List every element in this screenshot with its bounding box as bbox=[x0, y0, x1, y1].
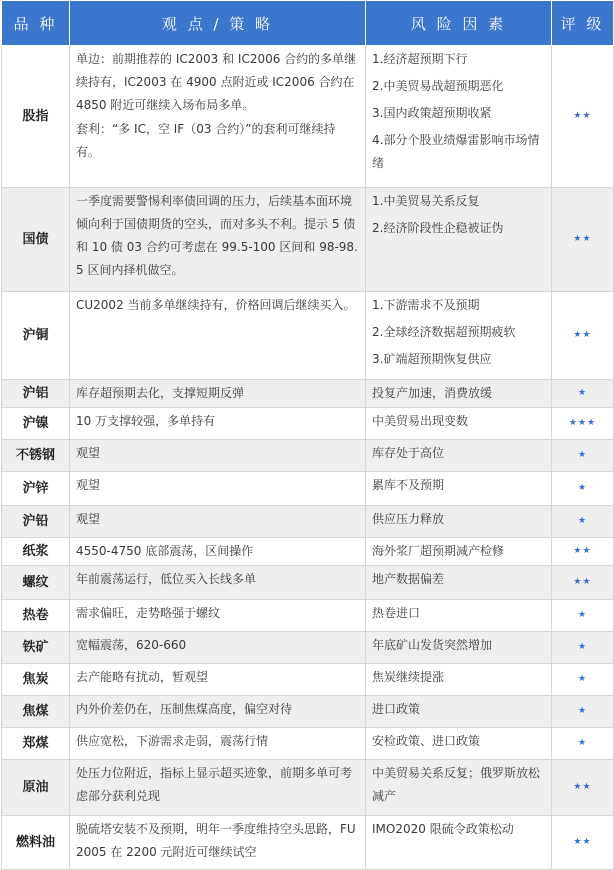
risk-item: 1.中美贸易关系反复 bbox=[372, 194, 480, 208]
variety-cell: 热卷 bbox=[2, 600, 70, 632]
rating-stars-icon: ★ bbox=[552, 600, 614, 632]
risk-cell bbox=[366, 566, 552, 600]
strategy-text: 套利：“多 IC，空 IF（03 合约）”的套利可继续持有。 bbox=[76, 122, 336, 159]
risk-item: 1.下游需求不及预期 bbox=[372, 298, 480, 312]
header-strategy: 观 点 / 策 略 bbox=[70, 1, 366, 46]
rating-stars-icon: ★ bbox=[552, 472, 614, 506]
risk-cell bbox=[366, 696, 552, 728]
risk-cell bbox=[366, 760, 552, 816]
strategy-cell bbox=[70, 566, 366, 600]
risk-item: 供应压力释放 bbox=[372, 512, 445, 526]
table-row bbox=[2, 566, 614, 600]
strategy-cell bbox=[70, 632, 366, 664]
strategy-cell bbox=[70, 816, 366, 870]
strategy-text: 年前震荡运行，低位买入长线多单 bbox=[76, 572, 257, 586]
risk-cell bbox=[366, 538, 552, 566]
strategy-text: 单边：前期推荐的 IC2003 和 IC2006 合约的多单继续持有，IC2003 在 4900 点附近或 IC2006 合约在 4850 附近可继续入场布局多单。 bbox=[76, 52, 357, 112]
strategy-text: 内外价差仍在，压制焦煤高度，偏空对待 bbox=[76, 702, 293, 716]
strategy-cell bbox=[70, 46, 366, 188]
risk-cell bbox=[366, 728, 552, 760]
table-row bbox=[2, 696, 614, 728]
rating-stars-icon: ★ bbox=[552, 440, 614, 472]
strategy-cell bbox=[70, 696, 366, 728]
rating-stars-icon: ★ bbox=[552, 632, 614, 664]
strategy-cell bbox=[70, 538, 366, 566]
rating-stars-icon: ★ bbox=[552, 664, 614, 696]
risk-item: 3.矿端超预期恢复供应 bbox=[372, 352, 492, 366]
strategy-text: 一季度需要警惕利率债回调的压力，后续基本面环境倾向利于国债期货的空头，而对多头不利。提示 5 债和 10 债 03 合约可考虑在 99.5-100 区间和 98-98.5 区间内择机做空。 bbox=[76, 194, 358, 277]
variety-cell: 沪锌 bbox=[2, 472, 70, 506]
table-row bbox=[2, 188, 614, 292]
risk-item: 年底矿山发货突然增加 bbox=[372, 638, 493, 652]
rating-stars-icon: ★★ bbox=[552, 760, 614, 816]
risk-item: 2.中美贸易战超预期恶化 bbox=[372, 79, 504, 93]
risk-cell bbox=[366, 632, 552, 664]
variety-cell: 股指 bbox=[2, 46, 70, 188]
strategy-text: 库存超预期去化，支撑短期反弹 bbox=[76, 386, 245, 400]
risk-item: 进口政策 bbox=[372, 702, 421, 716]
strategy-text: 10 万支撑较强，多单持有 bbox=[76, 414, 216, 428]
variety-cell: 郑煤 bbox=[2, 728, 70, 760]
header-variety: 品 种 bbox=[2, 1, 70, 46]
variety-cell: 国债 bbox=[2, 188, 70, 292]
strategy-cell bbox=[70, 760, 366, 816]
risk-cell bbox=[366, 440, 552, 472]
variety-cell: 焦煤 bbox=[2, 696, 70, 728]
risk-item: 2.经济阶段性企稳被证伪 bbox=[372, 221, 504, 235]
risk-item: 中美贸易关系反复；俄罗斯放松减产 bbox=[372, 766, 541, 803]
risk-cell bbox=[366, 472, 552, 506]
table-header-row bbox=[2, 1, 614, 46]
risk-cell bbox=[366, 188, 552, 292]
strategy-text: 需求偏旺，走势略强于螺纹 bbox=[76, 606, 221, 620]
rating-stars-icon: ★ bbox=[552, 380, 614, 408]
risk-item: 投复产加速，消费放缓 bbox=[372, 386, 493, 400]
rating-stars-icon: ★★ bbox=[552, 816, 614, 870]
risk-item: 安检政策、进口政策 bbox=[372, 734, 481, 748]
header-rating: 评 级 bbox=[552, 1, 614, 46]
table-row bbox=[2, 472, 614, 506]
header-risk: 风 险 因 素 bbox=[366, 1, 552, 46]
risk-item: IMO2020 限硫令政策松动 bbox=[372, 822, 514, 836]
table-row bbox=[2, 440, 614, 472]
risk-item: 1.经济超预期下行 bbox=[372, 52, 468, 66]
risk-item: 中美贸易出现变数 bbox=[372, 414, 469, 428]
risk-cell bbox=[366, 664, 552, 696]
risk-cell bbox=[366, 600, 552, 632]
strategy-cell bbox=[70, 440, 366, 472]
risk-cell bbox=[366, 506, 552, 538]
table-row bbox=[2, 380, 614, 408]
strategy-cell bbox=[70, 472, 366, 506]
strategy-cell bbox=[70, 292, 366, 380]
table-body bbox=[2, 46, 614, 870]
strategy-text: 宽幅震荡，620-660 bbox=[76, 638, 187, 652]
strategy-cell bbox=[70, 188, 366, 292]
rating-stars-icon: ★★★ bbox=[552, 408, 614, 440]
table-row bbox=[2, 664, 614, 696]
variety-cell: 螺纹 bbox=[2, 566, 70, 600]
risk-item: 库存处于高位 bbox=[372, 446, 445, 460]
table-row bbox=[2, 600, 614, 632]
risk-item: 累库不及预期 bbox=[372, 478, 445, 492]
strategy-text: 观望 bbox=[76, 446, 101, 460]
strategy-text: CU2002 当前多单继续持有，价格回调后继续买入。 bbox=[76, 298, 356, 312]
variety-cell: 燃料油 bbox=[2, 816, 70, 870]
strategy-cell bbox=[70, 600, 366, 632]
variety-cell: 焦炭 bbox=[2, 664, 70, 696]
risk-cell bbox=[366, 816, 552, 870]
risk-item: 海外浆厂超预期减产检修 bbox=[372, 544, 505, 558]
risk-cell bbox=[366, 380, 552, 408]
strategy-text: 处压力位附近，指标上显示超买迹象，前期多单可考虑部分获利兑现 bbox=[76, 766, 353, 803]
strategy-text: 观望 bbox=[76, 478, 101, 492]
table-row bbox=[2, 292, 614, 380]
risk-item: 2.全球经济数据超预期疲软 bbox=[372, 325, 516, 339]
table-row bbox=[2, 46, 614, 188]
variety-cell: 纸浆 bbox=[2, 538, 70, 566]
rating-stars-icon: ★★ bbox=[552, 538, 614, 566]
rating-stars-icon: ★★ bbox=[552, 566, 614, 600]
strategy-text: 去产能略有扰动，暂观望 bbox=[76, 670, 209, 684]
rating-stars-icon: ★ bbox=[552, 506, 614, 538]
risk-item: 3.国内政策超预期收紧 bbox=[372, 106, 492, 120]
variety-cell: 沪铜 bbox=[2, 292, 70, 380]
rating-stars-icon: ★ bbox=[552, 696, 614, 728]
variety-cell: 铁矿 bbox=[2, 632, 70, 664]
table-row bbox=[2, 816, 614, 870]
rating-stars-icon: ★★ bbox=[552, 188, 614, 292]
strategy-cell bbox=[70, 506, 366, 538]
strategy-cell bbox=[70, 664, 366, 696]
strategy-text: 观望 bbox=[76, 512, 101, 526]
rating-stars-icon: ★★ bbox=[552, 46, 614, 188]
risk-cell bbox=[366, 408, 552, 440]
variety-cell: 沪铅 bbox=[2, 506, 70, 538]
risk-item: 地产数据偏差 bbox=[372, 572, 445, 586]
variety-cell: 原油 bbox=[2, 760, 70, 816]
risk-item: 焦炭继续提涨 bbox=[372, 670, 445, 684]
risk-cell bbox=[366, 292, 552, 380]
strategy-text: 脱硫塔安装不及预期，明年一季度维持空头思路，FU2005 在 2200 元附近可继续试空 bbox=[76, 822, 356, 859]
strategy-text: 供应宽松，下游需求走弱，震荡行情 bbox=[76, 734, 269, 748]
table-row bbox=[2, 506, 614, 538]
variety-cell: 不锈钢 bbox=[2, 440, 70, 472]
variety-cell: 沪铝 bbox=[2, 380, 70, 408]
strategy-cell bbox=[70, 728, 366, 760]
table-row bbox=[2, 760, 614, 816]
rating-stars-icon: ★★ bbox=[552, 292, 614, 380]
strategy-text: 4550-4750 底部震荡，区间操作 bbox=[76, 544, 254, 558]
table-row bbox=[2, 632, 614, 664]
rating-stars-icon: ★ bbox=[552, 728, 614, 760]
table-row bbox=[2, 538, 614, 566]
strategy-table bbox=[1, 0, 614, 870]
table-row bbox=[2, 728, 614, 760]
table-row bbox=[2, 408, 614, 440]
risk-cell bbox=[366, 46, 552, 188]
risk-item: 4.部分个股业绩爆雷影响市场情绪 bbox=[372, 133, 540, 170]
variety-cell: 沪镍 bbox=[2, 408, 70, 440]
strategy-cell bbox=[70, 380, 366, 408]
risk-item: 热卷进口 bbox=[372, 606, 421, 620]
strategy-cell bbox=[70, 408, 366, 440]
